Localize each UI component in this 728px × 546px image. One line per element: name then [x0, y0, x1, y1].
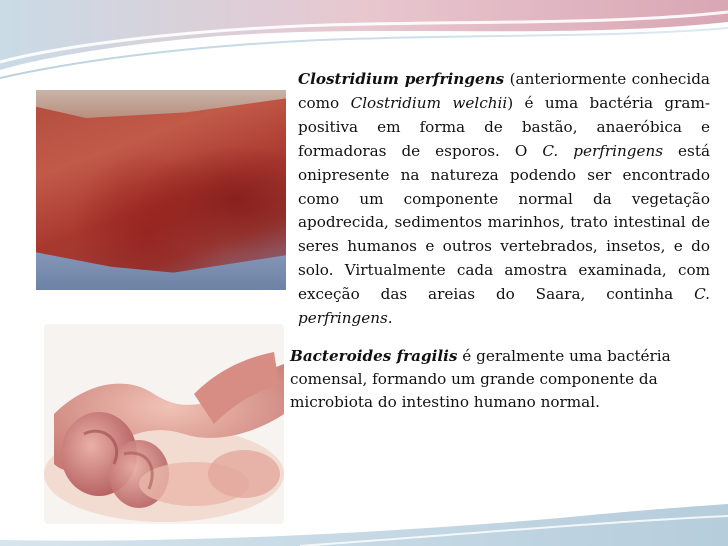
bacteroides-title: Bacteroides fragilis	[290, 347, 458, 365]
clostridium-text-4: .	[387, 309, 393, 328]
clostridium-abbrev: C. perfringens	[542, 141, 664, 160]
bacteroides-intestine-photo	[44, 324, 284, 524]
clostridium-leg-photo	[36, 90, 286, 290]
bacteroides-description	[290, 345, 690, 414]
clostridium-abbrev-2: C. perfringens	[298, 285, 710, 328]
photo-cloth-top	[36, 90, 286, 118]
intestine-illustration	[44, 324, 284, 524]
bacteroides-text-1: é geralmente uma bactéria comensal, formando um grande componente da microbiota do intestino humano normal.	[290, 347, 671, 411]
clostridium-text-2: ) é uma bactéria gram-positiva em forma de bastão, anaeróbica e formadoras de esporos. O	[298, 93, 711, 160]
photo-blue-drape	[36, 232, 286, 290]
clostridium-description	[298, 68, 710, 331]
clostridium-synonym: Clostridium welchii	[350, 93, 508, 112]
clostridium-text-3: está onipresente na natureza podendo ser encontrado como um componente normal da vegetação apodrecida, sedimentos marinhos, trato intestinal de seres humanos e outros vertebrados, insetos, e do solo. Virtualmente cada amostra examinada, com exceção das areias do Saara, continha	[298, 141, 710, 304]
clostridium-title: Clostridium perfringens	[298, 70, 505, 88]
clostridium-text-1: (anteriormente conhecida como	[298, 70, 710, 112]
